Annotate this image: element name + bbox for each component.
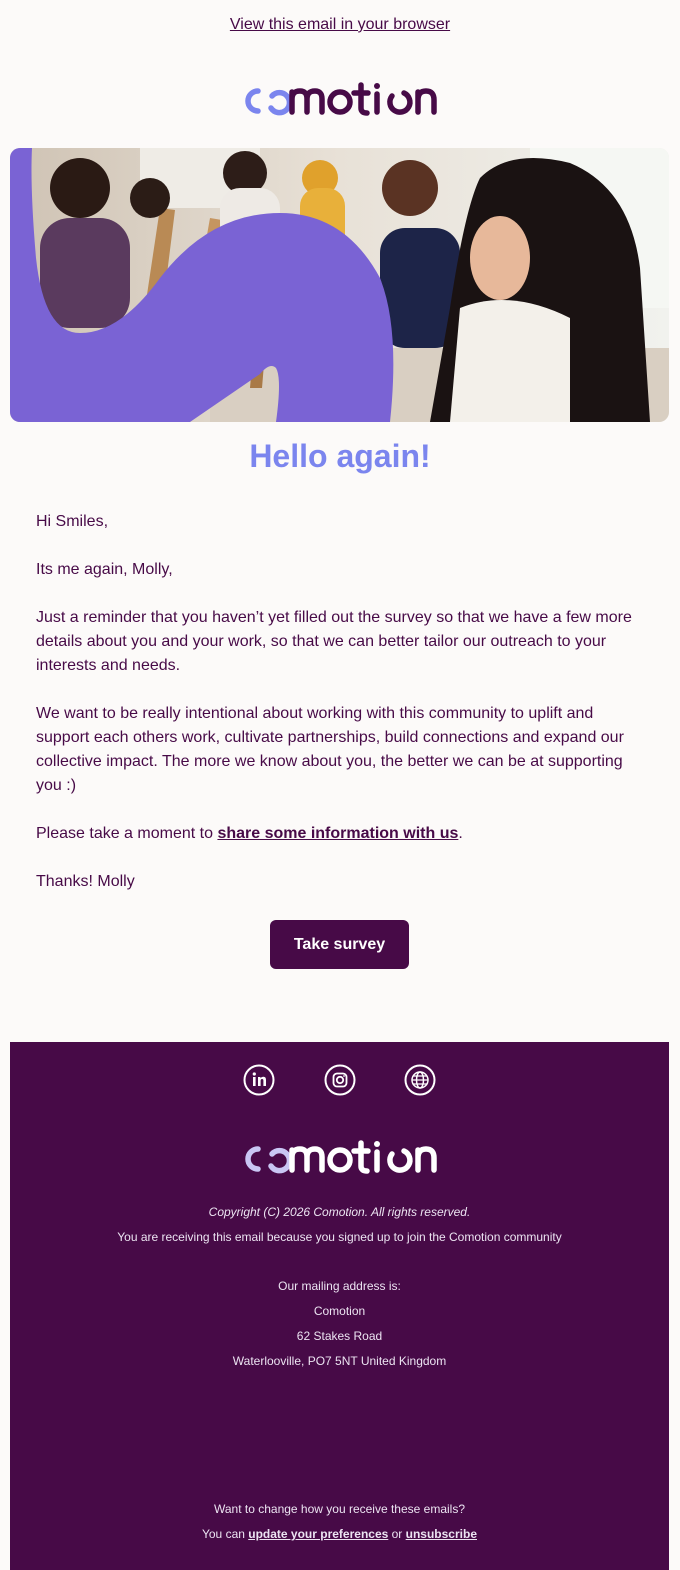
- signup-reason-text: You are receiving this email because you signed up to join the Comotion community: [117, 1230, 562, 1244]
- page-heading: Hello again!: [249, 438, 431, 474]
- address-company: Comotion: [313, 1304, 366, 1318]
- signoff: Thanks! Molly: [36, 873, 135, 890]
- greeting: Hi Smiles,: [36, 513, 109, 530]
- paragraph-request: [36, 822, 644, 846]
- you-can-text: You can: [201, 1527, 249, 1541]
- workshop-photo: [10, 148, 669, 422]
- address-city: Waterlooville, PO7 5NT United Kingdom: [232, 1354, 447, 1368]
- social-links: [10, 1064, 669, 1096]
- intro-line: Its me again, Molly,: [36, 561, 173, 578]
- share-information-link[interactable]: share some information with us: [217, 825, 459, 842]
- request-suffix: .: [458, 825, 463, 842]
- hero-image: [10, 148, 669, 422]
- email-body: [36, 510, 644, 918]
- update-preferences-link[interactable]: update your preferences: [248, 1527, 389, 1541]
- request-prefix: Please take a moment to: [36, 825, 218, 842]
- paragraph-community: We want to be really intentional about working with this community to uplift and support each others work, cultivate partnerships, build connections and expand our collective impact. The more we know about you, the better we can be at supporting you :): [36, 705, 624, 794]
- preferences-line: [10, 1526, 669, 1542]
- globe-icon[interactable]: [404, 1064, 436, 1096]
- copyright-text: Copyright (C) 2026 Comotion. All rights reserved.: [208, 1205, 471, 1219]
- paragraph-reminder: Just a reminder that you haven’t yet filled out the survey so that we have a few more details about you and your work, so that we can better tailor our outreach to your interests and needs.: [36, 609, 632, 674]
- comotion-logo: [240, 82, 440, 118]
- comotion-footer-logo: [240, 1140, 440, 1176]
- or-text: or: [388, 1527, 406, 1541]
- footer-logo-container: [10, 1140, 669, 1181]
- email-footer: [10, 1042, 669, 1570]
- take-survey-button[interactable]: Take survey: [270, 920, 409, 969]
- preferences-question: Want to change how you receive these emails?: [213, 1502, 466, 1516]
- header-logo-container: [0, 82, 680, 123]
- mailing-address-label: Our mailing address is:: [278, 1279, 401, 1293]
- view-in-browser-link[interactable]: View this email in your browser: [229, 16, 451, 33]
- linkedin-icon[interactable]: [243, 1064, 275, 1096]
- instagram-icon[interactable]: [324, 1064, 356, 1096]
- unsubscribe-link[interactable]: unsubscribe: [405, 1527, 477, 1541]
- address-street: 62 Stakes Road: [296, 1329, 383, 1343]
